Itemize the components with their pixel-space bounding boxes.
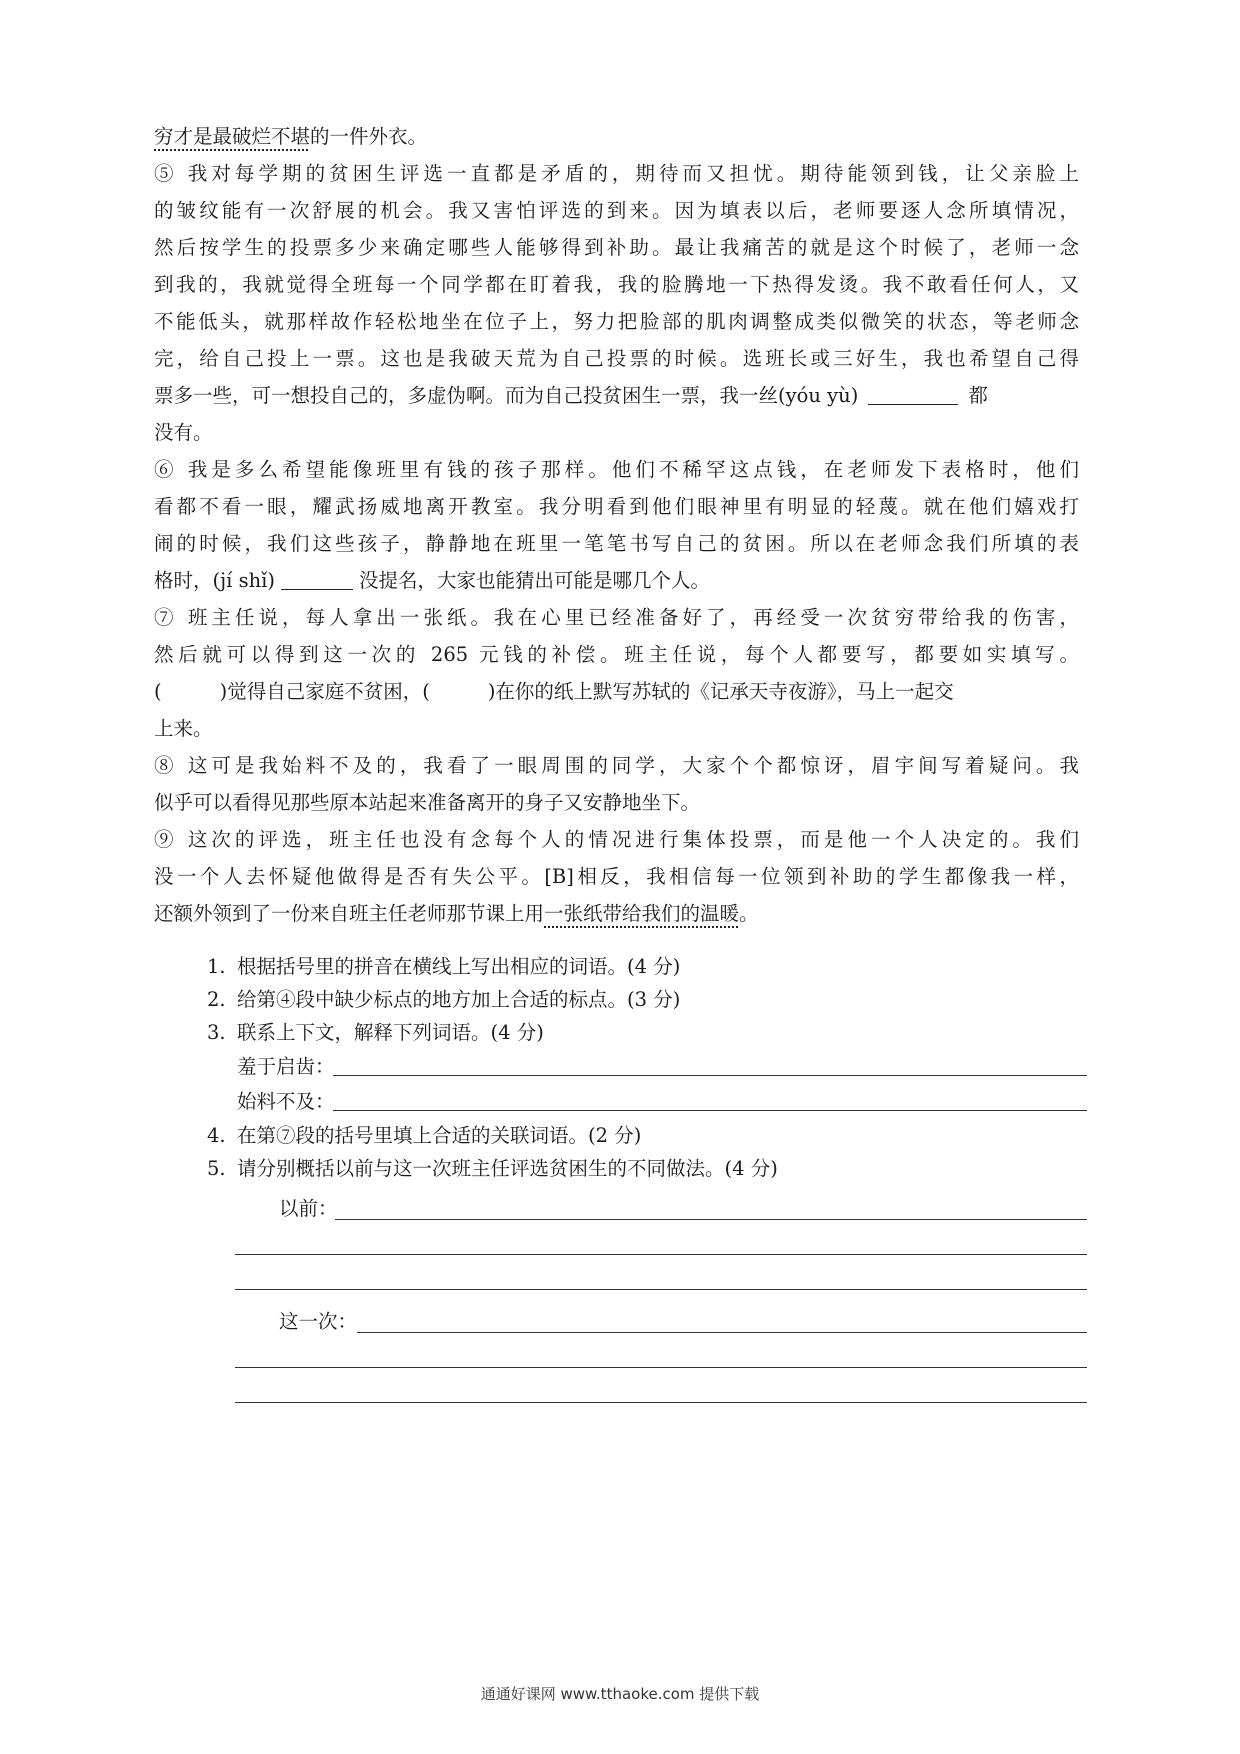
- q3-term-row: [207, 1084, 1087, 1119]
- paragraph-5-line: 然后按学生的投票多少来确定哪些人能够得到补助。最让我痛苦的就是这个时候了，老师一念: [154, 236, 1079, 259]
- paragraph-5-line: 没有。: [154, 421, 213, 444]
- paragraph-8-line: ⑧ 这可是我始料不及的，我看了一眼周围的同学，大家个个都惊讶，眉宇间写着疑问。我: [154, 754, 1079, 777]
- dotted-text: 穷才是最破烂不堪: [154, 125, 311, 148]
- q5-blank-row: [207, 1226, 1087, 1261]
- answer-line[interactable]: [235, 1254, 1087, 1255]
- paragraph-6-line: ⑥ 我是多么希望能像班里有钱的孩子那样。他们不稀罕这点钱，在老师发下表格时，他们: [154, 458, 1079, 481]
- reading-passage: [154, 118, 1079, 932]
- answer-line[interactable]: [235, 1402, 1087, 1403]
- paragraph-9-line: 没一个人去怀疑他做得是否有失公平。[B]相反，我相信每一位领到补助的学生都像我一样，: [154, 865, 1079, 888]
- q5-blank-row: [207, 1374, 1087, 1409]
- paragraph-9-line: ⑨ 这次的评选，班主任也没有念每个人的情况进行集体投票，而是他一个人决定的。我们: [154, 828, 1079, 851]
- answer-line[interactable]: [357, 1332, 1087, 1333]
- paragraph-5-line: 不能低头，就那样故作轻松地坐在位子上，努力把脸部的肌肉调整成类似微笑的状态，等老师念: [154, 310, 1079, 333]
- question-list: [207, 950, 1087, 1409]
- paragraph-5-line: 到我的，我就觉得全班每一个同学都在盯着我，我的脸腾地一下热得发烫。我不敢看任何人，又: [154, 273, 1079, 296]
- answer-blank-jishi[interactable]: [281, 567, 353, 590]
- question-4: 4. 在第⑦段的括号里填上合适的关联词语。(2 分): [207, 1124, 642, 1147]
- paragraph-9-line: 还额外领到了一份来自班主任老师那节课上用一张纸带给我们的温暖。: [154, 902, 759, 925]
- paragraph-6-line: 格时，(jí shǐ) 没提名，大家也能猜出可能是哪几个人。: [154, 569, 711, 592]
- q5-label: 以前：: [279, 1197, 338, 1220]
- q3-term-label: 始料不及：: [237, 1090, 335, 1113]
- answer-line[interactable]: [235, 1289, 1087, 1290]
- answer-line[interactable]: [333, 1075, 1087, 1076]
- paragraph-7-line: ( )觉得自己家庭不贫困，( )在你的纸上默写苏轼的《记承天寺夜游》，马上一起交: [154, 680, 954, 703]
- question-1: 1. 根据括号里的拼音在横线上写出相应的词语。(4 分): [207, 955, 681, 978]
- paragraph-7-line: 然后就可以得到这一次的 265 元钱的补偿。班主任说，每个人都要写，都要如实填写。: [154, 643, 1079, 666]
- paragraph-7-line: ⑦ 班主任说，每人拿出一张纸。我在心里已经准备好了，再经受一次贫穷带给我的伤害，: [154, 606, 1079, 629]
- q3-term-label: 羞于启齿：: [237, 1055, 335, 1078]
- paragraph-5-line: 完，给自己投上一票。这也是我破天荒为自己投票的时候。选班长或三好生，我也希望自己得: [154, 347, 1079, 370]
- q5-blank-row: [207, 1339, 1087, 1374]
- question-2: 2. 给第④段中缺少标点的地方加上合适的标点。(3 分): [207, 988, 681, 1011]
- paragraph-6-line: 看都不看一眼，耀武扬威地离开教室。我分明看到他们眼神里有明显的轻蔑。就在他们嬉戏打: [154, 495, 1079, 518]
- paragraph-4-tail: 穷才是最破烂不堪的一件外衣。: [154, 125, 428, 148]
- question-5: 5. 请分别概括以前与这一次班主任评选贫困生的不同做法。(4 分): [207, 1157, 778, 1180]
- q5-before-row: [207, 1191, 1087, 1226]
- paragraph-5-line: 的皱纹能有一次舒展的机会。我又害怕评选的到来。因为填表以后，老师要逐人念所填情况，: [154, 199, 1079, 222]
- question-3: 3. 联系上下文，解释下列词语。(4 分): [207, 1021, 544, 1044]
- answer-line[interactable]: [235, 1367, 1087, 1368]
- q5-label: 这一次：: [279, 1310, 358, 1333]
- answer-blank-youyu[interactable]: [868, 382, 958, 405]
- q5-blank-row: [207, 1261, 1087, 1296]
- answer-line[interactable]: [335, 1219, 1087, 1220]
- paragraph-5-line: ⑤ 我对每学期的贫困生评选一直都是矛盾的，期待而又担忧。期待能领到钱，让父亲脸上: [154, 162, 1079, 185]
- q5-this-time-row: [207, 1304, 1087, 1339]
- paragraph-8-line: 似乎可以看得见那些原本站起来准备离开的身子又安静地坐下。: [154, 791, 701, 814]
- q3-term-row: [207, 1049, 1087, 1084]
- paragraph-6-line: 闹的时候，我们这些孩子，静静地在班里一笔笔书写自己的贫困。所以在老师念我们所填的表: [154, 532, 1079, 555]
- paragraph-5-line: 票多一些，可一想投自己的，多虚伪啊。而为自己投贫困生一票，我一丝(yóu yù) 都: [154, 384, 988, 407]
- paragraph-7-line: 上来。: [154, 717, 213, 740]
- dotted-text: 一张纸带给我们的温暖: [544, 902, 740, 925]
- download-footer: 通通好课网 www.tthaoke.com 提供下载: [480, 1685, 760, 1703]
- answer-line[interactable]: [333, 1110, 1087, 1111]
